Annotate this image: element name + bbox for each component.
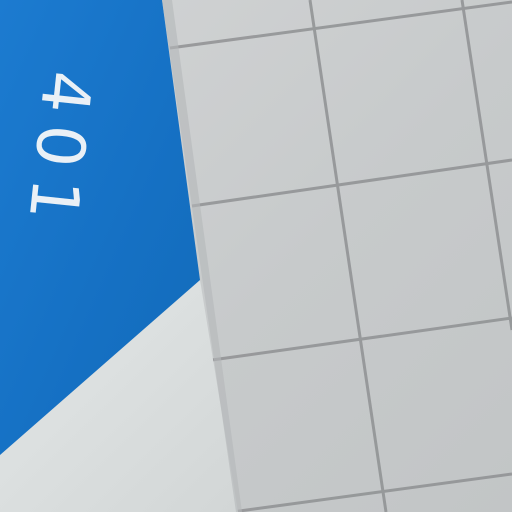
room-number-text: 401 <box>12 67 107 237</box>
